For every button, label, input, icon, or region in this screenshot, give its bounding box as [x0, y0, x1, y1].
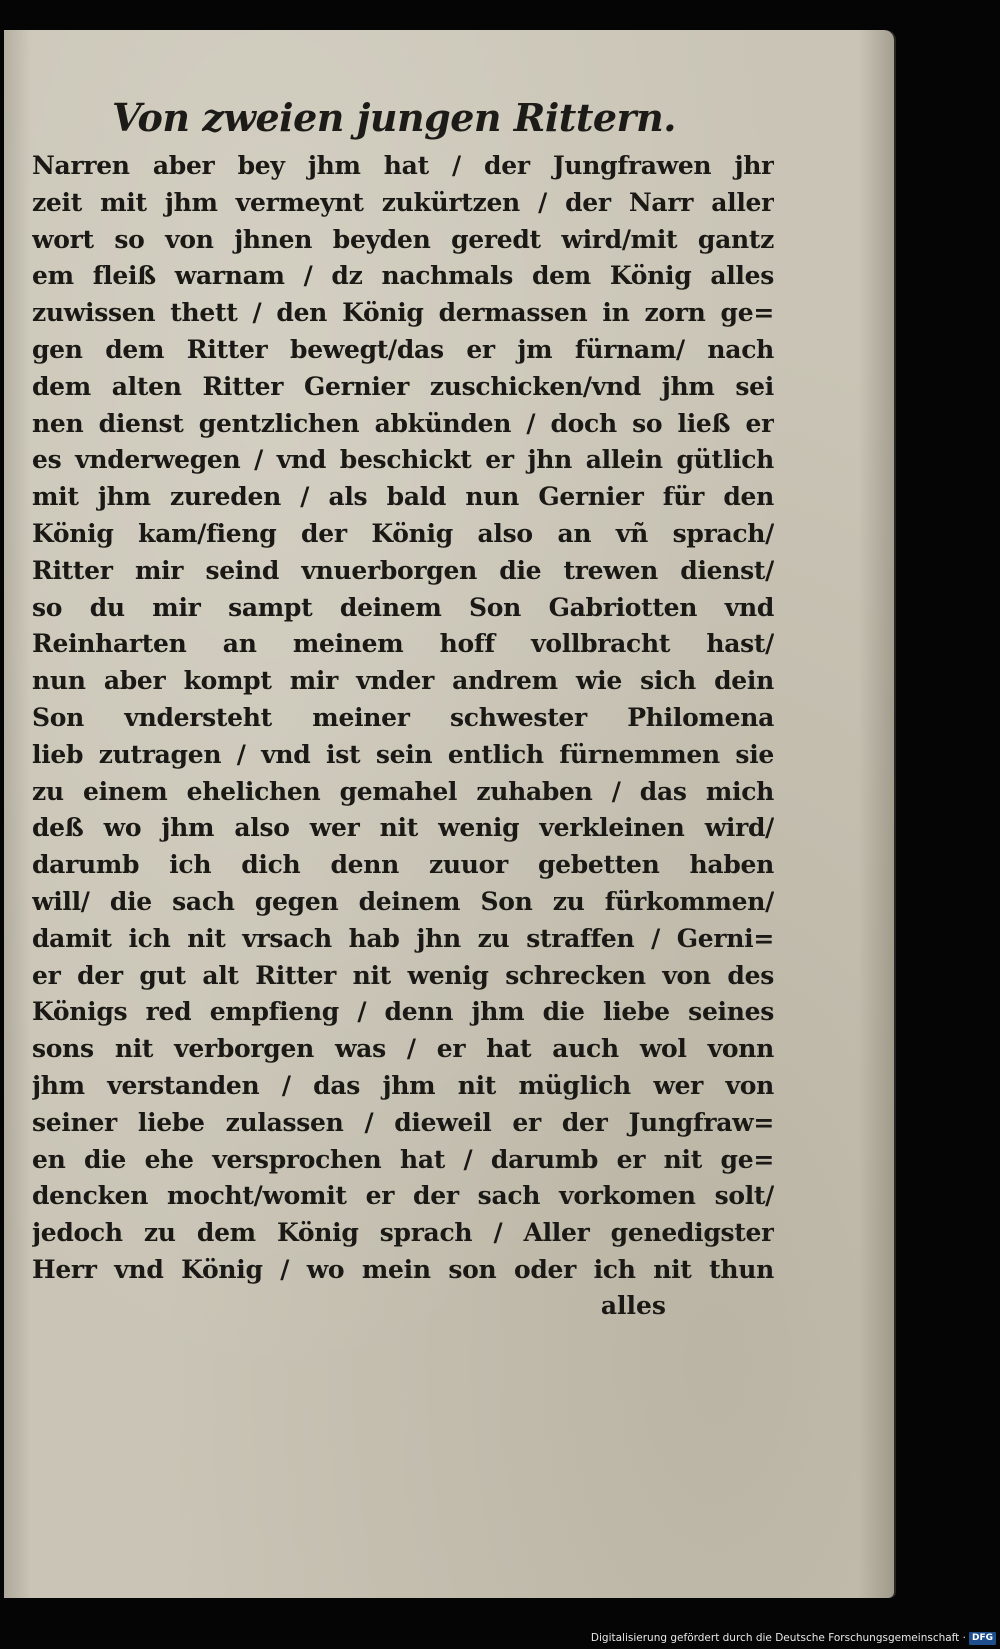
running-head: Von zweien jungen Rittern. — [112, 95, 676, 140]
text-line: wort so von jhnen beyden geredt wird/mit gantz — [32, 224, 774, 254]
text-line: Ritter mir seind vnuerborgen die trewen dienst/ — [32, 555, 774, 585]
book-page — [4, 30, 894, 1598]
text-line: mit jhm zureden / als bald nun Gernier für den — [32, 482, 774, 512]
text-line: Son vndersteht meiner schwester Philomena — [32, 702, 774, 732]
text-line: zu einem ehelichen gemahel zuhaben / das mich — [32, 776, 774, 806]
text-line: lieb zutragen / vnd ist sein entlich fürnemmen sie — [32, 739, 774, 769]
dfg-logo: DFG — [969, 1632, 996, 1645]
body-text — [32, 148, 774, 1289]
catchword: alles — [600, 1291, 666, 1320]
text-line: en die ehe versprochen hat / darumb er nit ge= — [32, 1144, 774, 1174]
credit-text: Digitalisierung gefördert durch die Deutsche Forschungsgemeinschaft · — [590, 1632, 966, 1644]
text-line: darumb ich dich denn zuuor gebetten haben — [32, 850, 774, 880]
text-line: jhm verstanden / das jhm nit müglich wer von — [32, 1070, 774, 1100]
text-line: dencken mocht/womit er der sach vorkomen solt/ — [32, 1181, 774, 1211]
digitization-credit — [591, 1630, 996, 1646]
text-line: damit ich nit vrsach hab jhn zu straffen / Gerni= — [32, 923, 774, 953]
text-line: Herr vnd König / wo mein son oder ich nit thun — [32, 1254, 774, 1284]
text-line: er der gut alt Ritter nit wenig schrecken von des — [32, 960, 774, 990]
text-line: so du mir sampt deinem Son Gabriotten vnd — [32, 592, 774, 622]
text-line: Reinharten an meinem hoff vollbracht hast/ — [32, 629, 774, 659]
text-line: König kam/fieng der König also an vñ sprach/ — [32, 518, 774, 548]
text-line: em fleiß warnam / dz nachmals dem König alles — [32, 261, 774, 291]
text-line: Königs red empfieng / denn jhm die liebe seines — [32, 997, 774, 1027]
text-line: nen dienst gentzlichen abkünden / doch so ließ er — [32, 408, 774, 438]
text-line: deß wo jhm also wer nit wenig verkleinen wird/ — [32, 813, 774, 843]
text-line: gen dem Ritter bewegt/das er jm fürnam/ nach — [32, 334, 774, 364]
text-line: Narren aber bey jhm hat / der Jungfrawen jhr — [32, 151, 774, 180]
text-line: jedoch zu dem König sprach / Aller genedigster — [32, 1218, 774, 1248]
text-line: es vnderwegen / vnd beschickt er jhn allein gütlich — [32, 445, 774, 475]
text-line: will/ die sach gegen deinem Son zu fürkommen/ — [32, 886, 774, 916]
text-line: seiner liebe zulassen / dieweil er der Jungfraw= — [32, 1107, 774, 1137]
text-line: dem alten Ritter Gernier zuschicken/vnd jhm sei — [32, 371, 774, 401]
text-line: zuwissen thett / den König dermassen in zorn ge= — [32, 298, 774, 328]
text-line: sons nit verborgen was / er hat auch wol vonn — [32, 1034, 774, 1064]
text-line: nun aber kompt mir vnder andrem wie sich dein — [32, 666, 774, 696]
text-line: zeit mit jhm vermeynt zukürtzen / der Narr aller — [32, 187, 774, 217]
